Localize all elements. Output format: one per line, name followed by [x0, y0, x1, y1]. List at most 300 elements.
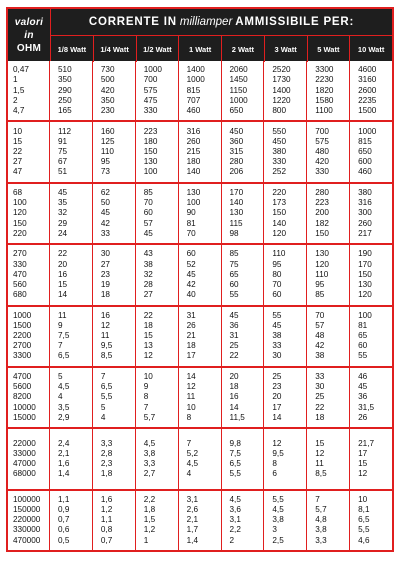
current-values-cell: [93, 245, 136, 304]
current-value: 70: [186, 228, 196, 238]
column-header: 10 Watt: [357, 44, 385, 54]
current-value: 42: [186, 279, 196, 289]
current-value: 38: [315, 351, 325, 361]
current-value: 14: [186, 372, 196, 382]
current-value: 420: [100, 85, 115, 95]
current-value: 3300: [315, 65, 334, 75]
current-value: 170: [358, 259, 372, 269]
current-values-cell: [179, 184, 222, 243]
current-value: 26: [186, 320, 196, 330]
current-value: 24: [58, 228, 68, 238]
ohm-values-cell: [8, 245, 50, 304]
current-value: 180: [186, 157, 201, 167]
current-values-cell: [307, 61, 350, 120]
current-value: 2,9: [58, 412, 70, 422]
current-value: 33: [100, 228, 110, 238]
table-header: [8, 9, 392, 61]
current-value: 95: [272, 259, 282, 269]
current-value: 180: [143, 136, 158, 146]
current-values-cell: [307, 368, 350, 427]
current-value: 450: [272, 136, 287, 146]
ohm-value: 10: [13, 126, 23, 136]
current-values-cell: [264, 368, 307, 427]
current-value: 42: [100, 218, 110, 228]
current-value: 22: [58, 249, 68, 259]
current-value: 3,5: [58, 402, 70, 412]
current-value: 3,1: [186, 494, 199, 504]
current-value: 2,8: [100, 448, 113, 458]
current-values-cell: [307, 122, 350, 181]
current-value: 45: [229, 310, 239, 320]
current-value: 800: [272, 105, 287, 115]
table-row-group: [8, 120, 392, 181]
current-value: 1,4: [186, 535, 199, 545]
current-value: 2: [229, 535, 235, 545]
current-value: 85: [143, 187, 153, 197]
current-value: 110: [100, 146, 114, 156]
current-value: 2,5: [272, 535, 284, 545]
current-value: 7: [58, 341, 63, 351]
current-value: 1,5: [143, 515, 156, 525]
current-values-cell: [350, 429, 392, 488]
current-value: 38: [272, 331, 282, 341]
current-values-cell: [179, 61, 222, 120]
current-value: 2235: [358, 95, 377, 105]
ohm-value: 120: [13, 208, 27, 218]
table-row-group: [8, 305, 392, 366]
current-values-cell: [264, 122, 307, 181]
current-value: 25: [229, 341, 239, 351]
ohm-value: 2: [13, 95, 18, 105]
current-value: 500: [100, 75, 115, 85]
current-value: 13: [143, 341, 153, 351]
current-values-cell: [222, 61, 265, 120]
current-value: 27: [100, 259, 110, 269]
current-value: 38: [143, 259, 153, 269]
current-value: 2520: [272, 65, 291, 75]
current-value: 25: [272, 372, 282, 382]
current-value: 60: [229, 279, 239, 289]
current-value: 11: [58, 310, 67, 320]
ohm-value: 4,7: [13, 105, 25, 115]
current-value: 80: [272, 269, 282, 279]
current-value: 12: [100, 320, 110, 330]
current-value: 1,8: [143, 505, 156, 514]
current-value: 7: [315, 494, 320, 504]
column-header: 2 Watt: [222, 36, 265, 62]
current-value: 460: [186, 105, 201, 115]
current-value: 22: [229, 351, 239, 361]
current-value: 4: [58, 392, 63, 402]
current-value: 190: [358, 249, 372, 259]
current-value: 2,3: [100, 458, 113, 468]
current-value: 1,6: [58, 458, 70, 468]
ohm-header-cell: [8, 9, 51, 61]
current-value: 33: [315, 372, 325, 382]
current-value: 4,6: [358, 535, 370, 545]
current-value: 3,3: [315, 535, 327, 545]
current-value: 57: [143, 218, 153, 228]
current-value: 18: [143, 320, 153, 330]
current-value: 14: [272, 412, 282, 422]
ohm-value: 220: [13, 228, 27, 238]
current-value: 31: [229, 331, 239, 341]
current-value: 23: [100, 269, 110, 279]
current-values-cell: [222, 184, 265, 243]
current-values-cell: [222, 368, 265, 427]
current-value: 8,5: [100, 351, 113, 361]
current-value: 480: [315, 146, 329, 156]
current-value: 45: [358, 382, 368, 392]
current-value: 81: [358, 320, 368, 330]
current-value: 250: [58, 95, 72, 105]
ohm-value: 150: [13, 218, 27, 228]
current-value: 8: [186, 412, 192, 422]
current-value: 20: [229, 372, 239, 382]
ohm-value: 680: [13, 290, 27, 300]
current-value: 95: [315, 279, 325, 289]
current-values-cell: [307, 429, 350, 488]
current-value: 60: [358, 341, 368, 351]
current-value: 280: [229, 157, 244, 167]
current-value: 32: [58, 208, 68, 218]
ohm-value: 470000: [13, 535, 41, 545]
current-value: 5: [58, 372, 63, 382]
current-value: 91: [58, 136, 68, 146]
current-value: 4,5: [143, 438, 156, 448]
current-value: 730: [100, 65, 115, 75]
current-value: 4: [186, 469, 192, 479]
current-value: 120: [315, 259, 329, 269]
current-value: 150: [315, 228, 329, 238]
current-value: 95: [100, 157, 110, 167]
current-value: 223: [315, 198, 329, 208]
current-value: 7,5: [58, 331, 70, 341]
current-value: 420: [315, 157, 329, 167]
current-value: 0,8: [100, 525, 113, 535]
current-value: 75: [229, 259, 239, 269]
current-values-cell: [93, 307, 136, 366]
current-value: 3,8: [315, 525, 327, 535]
current-value: 45: [58, 187, 68, 197]
current-value: 100: [358, 310, 372, 320]
current-value: 29: [58, 218, 68, 228]
current-value: 7,5: [229, 448, 241, 458]
current-value: 0,7: [100, 535, 113, 545]
current-value: 1,1: [58, 494, 70, 504]
current-value: 6: [272, 469, 277, 479]
ohm-value: 10000: [13, 402, 36, 412]
current-value: 21: [186, 331, 196, 341]
current-values-cell: [93, 122, 136, 181]
current-value: 45: [100, 208, 110, 218]
current-value: 2,2: [229, 525, 241, 535]
ohm-value: 100000: [13, 494, 41, 504]
current-value: 12: [143, 351, 153, 361]
ohm-value: 2200: [13, 331, 32, 341]
current-value: 700: [315, 126, 329, 136]
current-value: 130: [358, 279, 372, 289]
current-value: 252: [272, 167, 287, 177]
current-value: 112: [58, 126, 72, 136]
current-value: 350: [58, 75, 72, 85]
current-values-cell: [93, 491, 136, 550]
current-value: 20: [58, 259, 68, 269]
ohm-values-cell: [8, 184, 50, 243]
current-value: 18: [186, 341, 196, 351]
current-values-cell: [264, 307, 307, 366]
current-value: 36: [229, 320, 239, 330]
ohm-value: 330000: [13, 525, 41, 535]
current-value: 182: [315, 218, 329, 228]
current-value: 90: [186, 208, 196, 218]
current-value: 65: [229, 269, 239, 279]
current-value: 815: [186, 85, 201, 95]
current-value: 330: [315, 167, 329, 177]
current-value: 315: [229, 146, 244, 156]
current-value: 2060: [229, 65, 248, 75]
table-title: [51, 9, 392, 35]
current-value: 15: [358, 458, 368, 468]
ohm-value: 15: [13, 136, 23, 146]
current-values-cell: [136, 184, 179, 243]
ohm-values-cell: [8, 429, 50, 488]
table-row-group: [8, 366, 392, 427]
current-values-cell: [50, 61, 93, 120]
current-value: 11: [315, 458, 324, 468]
wattage-header-row: [51, 35, 392, 62]
ohm-value: 8200: [13, 392, 32, 402]
current-value: 217: [358, 228, 372, 238]
current-value: 45: [186, 269, 196, 279]
ohm-values-cell: [8, 368, 50, 427]
current-values-cell: [350, 61, 392, 120]
current-value: 12: [272, 438, 282, 448]
current-value: 1,2: [143, 525, 156, 535]
corner-line-2: in: [24, 29, 34, 41]
current-value: 8,1: [358, 505, 370, 514]
current-value: 22: [315, 402, 325, 412]
current-value: 3,8: [272, 515, 284, 525]
current-value: 8: [272, 458, 277, 468]
current-value: 815: [358, 136, 372, 146]
current-value: 510: [58, 65, 72, 75]
current-value: 11: [100, 331, 110, 341]
current-values-cell: [307, 184, 350, 243]
current-value: 52: [186, 259, 196, 269]
corner-line-3: OHM: [16, 42, 42, 54]
current-value: 28: [143, 279, 153, 289]
current-value: 1730: [272, 75, 291, 85]
current-value: 55: [272, 310, 282, 320]
current-value: 316: [358, 198, 372, 208]
current-value: 150: [143, 146, 158, 156]
current-value: 3,8: [143, 448, 156, 458]
current-value: 2,4: [58, 438, 70, 448]
current-value: 48: [315, 331, 325, 341]
current-values-cell: [264, 184, 307, 243]
current-values-cell: [179, 307, 222, 366]
current-value: 350: [100, 95, 115, 105]
current-value: 12: [315, 448, 325, 458]
current-values-cell: [50, 307, 93, 366]
ohm-value: 47: [13, 167, 23, 177]
current-value: 575: [143, 85, 158, 95]
current-value: 150: [272, 208, 287, 218]
title-part-b: milliamper: [179, 16, 233, 28]
ohm-value: 270: [13, 249, 27, 259]
ohm-value: 470: [13, 269, 27, 279]
current-value: 2,1: [58, 448, 70, 458]
current-value: 5: [100, 402, 106, 412]
current-value: 1100: [315, 105, 333, 115]
current-value: 32: [143, 269, 153, 279]
ohm-value: 560: [13, 279, 27, 289]
current-value: 7: [100, 372, 106, 382]
current-value: 100: [143, 167, 158, 177]
ohm-values-cell: [8, 307, 50, 366]
current-value: 6,5: [100, 382, 113, 392]
current-values-cell: [136, 368, 179, 427]
current-value: 4,5: [186, 458, 199, 468]
current-value: 3160: [358, 75, 377, 85]
current-value: 1,7: [186, 525, 199, 535]
current-value: 260: [186, 136, 201, 146]
current-value: 9: [143, 382, 149, 392]
current-value: 130: [186, 187, 201, 197]
current-value: 12: [186, 382, 196, 392]
current-values-cell: [307, 245, 350, 304]
current-value: 31,5: [358, 402, 375, 412]
current-value: 9,5: [272, 448, 284, 458]
current-value: 5,5: [272, 494, 284, 504]
current-value: 130: [315, 249, 329, 259]
ohm-value: 330: [13, 259, 27, 269]
current-value: 70: [143, 198, 153, 208]
current-values-cell: [264, 245, 307, 304]
ohm-value: 33000: [13, 448, 36, 458]
current-value: 575: [315, 136, 329, 146]
current-values-cell: [307, 307, 350, 366]
ohm-value: 0,47: [13, 65, 29, 75]
current-value: 1,8: [100, 469, 113, 479]
current-value: 6,5: [229, 458, 241, 468]
current-value: 100: [186, 198, 201, 208]
current-value: 120: [272, 228, 287, 238]
current-values-cell: [222, 491, 265, 550]
current-value: 70: [272, 279, 282, 289]
current-value: 110: [315, 269, 329, 279]
current-values-cell: [136, 245, 179, 304]
current-values-cell: [179, 429, 222, 488]
current-values-cell: [136, 307, 179, 366]
current-values-cell: [264, 429, 307, 488]
current-value: 316: [186, 126, 201, 136]
current-value: 1000: [143, 65, 162, 75]
current-value: 110: [272, 249, 286, 259]
table-row-group: [8, 489, 392, 550]
current-value: 15: [315, 438, 325, 448]
current-value: 55: [358, 351, 368, 361]
current-value: 17: [272, 402, 282, 412]
current-value: 15: [58, 279, 68, 289]
current-values-cell: [93, 61, 136, 120]
current-value: 230: [100, 105, 115, 115]
current-values-cell: [50, 184, 93, 243]
current-value: 223: [143, 126, 158, 136]
current-value: 11,5: [229, 412, 245, 422]
current-value: 5,5: [100, 392, 113, 402]
current-value: 8,5: [315, 469, 327, 479]
current-value: 3,6: [229, 505, 241, 514]
ohm-value: 1: [13, 75, 18, 85]
current-value: 70: [315, 310, 325, 320]
current-values-cell: [350, 245, 392, 304]
current-values-cell: [222, 245, 265, 304]
current-value: 200: [315, 208, 329, 218]
ohm-value: 100: [13, 198, 27, 208]
current-value: 8: [143, 392, 149, 402]
current-value: 173: [272, 198, 287, 208]
current-value: 2,1: [186, 515, 199, 525]
current-value: 5,2: [186, 448, 199, 458]
ohm-value: 1500: [13, 320, 32, 330]
current-values-cell: [179, 122, 222, 181]
current-value: 4600: [358, 65, 377, 75]
column-header: 3 Watt: [265, 36, 308, 62]
current-value: 46: [358, 372, 368, 382]
current-value: 475: [143, 95, 158, 105]
current-value: 2600: [358, 85, 377, 95]
ohm-values-cell: [8, 61, 50, 120]
current-value: 7: [143, 402, 149, 412]
current-value: 140: [272, 218, 287, 228]
current-value: 35: [58, 198, 68, 208]
current-value: 1,6: [100, 494, 113, 504]
ohm-value: 27: [13, 157, 23, 167]
current-values-cell: [93, 429, 136, 488]
current-value: 1450: [229, 75, 248, 85]
current-values-cell: [136, 61, 179, 120]
current-value: 4,5: [272, 505, 284, 514]
current-value: 650: [358, 146, 372, 156]
column-header: 5 Watt: [308, 36, 351, 62]
current-value: 60: [186, 249, 196, 259]
ohm-value: 3300: [13, 351, 32, 361]
current-values-cell: [264, 61, 307, 120]
current-value: 9: [58, 320, 63, 330]
current-value: 6,5: [58, 351, 70, 361]
current-value: 380: [272, 146, 287, 156]
table-row-group: [8, 243, 392, 304]
current-value: 16: [58, 269, 68, 279]
current-values-cell: [222, 122, 265, 181]
current-value: 75: [58, 146, 68, 156]
current-value: 170: [229, 187, 244, 197]
column-header: 1/8 Watt: [51, 36, 94, 62]
table-row-group: [8, 427, 392, 488]
ohm-value: 150000: [13, 505, 41, 514]
current-value: 120: [358, 290, 372, 300]
ohm-value: 22: [13, 146, 23, 156]
current-value: 43: [143, 249, 153, 259]
current-value: 33: [272, 341, 282, 351]
current-value: 140: [229, 198, 244, 208]
ohm-value: 1000: [13, 310, 32, 320]
current-value: 12: [358, 469, 368, 479]
current-value: 1000: [186, 75, 205, 85]
current-values-cell: [50, 122, 93, 181]
